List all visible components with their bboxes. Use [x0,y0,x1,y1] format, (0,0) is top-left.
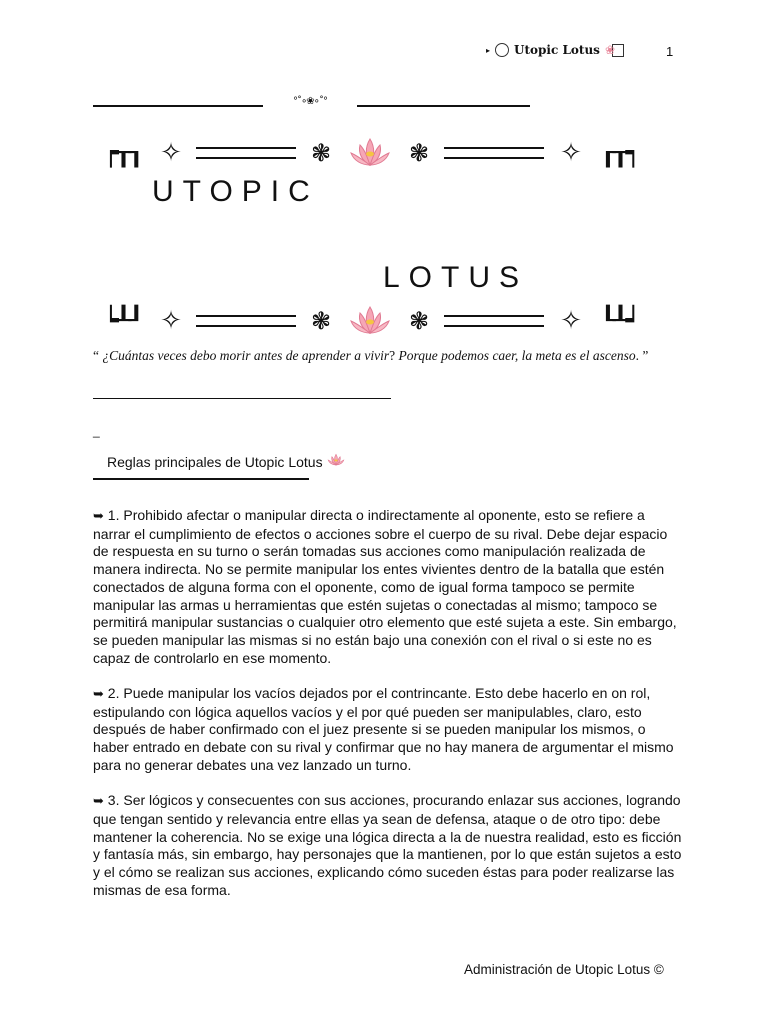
rules-list [93,507,683,917]
quote-question: Cuántas veces debo morir antes de aprender a vivir [109,348,390,363]
triangle-right-icon: ▸ [486,45,491,55]
rule-line-right [357,105,530,107]
rule-item [93,685,683,775]
header-brand: Utopic Lotus [514,43,600,57]
bracket-ornament-left: ┕┸┚ [103,306,141,336]
double-line [196,133,296,173]
title-utopic: UTOPIC [152,175,319,208]
bracket-ornament-right: ┖┸┙ [600,306,638,336]
flower-icon: ❃ [408,307,430,335]
rule-text: 2. Puede manipular los vacíos dejados por el contrincante. Esto debe hacerlo en on rol, estipulando con lógica aquellos vacíos y el por qué pueden ser manipulables, claro, esto después de haber confirmado con el juez presente si se pueden manipular los mismos, o haber entrado en debate con su rival y confirmar que no hay manera de argumentar el mismo para no generar debates una vez lanzado un turno. [93,685,674,773]
flower-icon: ❃ [310,139,332,167]
page-footer: Administración de Utopic Lotus © [464,962,664,977]
quote-close: . ” [635,348,649,363]
bracket-ornament-right: ┎┰┑ [600,138,638,168]
quote-divider [93,398,391,399]
star-icon: ✧ [160,138,182,168]
star-icon: ✧ [560,138,582,168]
quote-rest: Porque podemos caer, la meta es el ascenso [395,348,636,363]
quote-open: “ [93,348,103,363]
running-header [486,43,624,57]
arrow-icon: ➥ [93,687,104,703]
double-line [196,301,296,341]
star-icon: ✧ [560,306,582,336]
lotus-icon [348,301,392,341]
dash-mark: _ [93,424,100,438]
title-lotus: LOTUS [383,261,529,294]
rule-text: 1. Prohibido afectar o manipular directa o indirectamente al oponente, esto se refiere a narrar el cumplimiento de efectos o acciones sobre el cuerpo de su rival. Debe dejar espacio de respuesta en su turno o serán tomadas sus acciones como manipulación realizada de manera indirecta. No se permite manipular los entes vivientes dentro de la batalla que estén conectados de alguna forma con el oponente, como de igual forma tampoco se permite manipular las armas u herramientas que estén sujetas o conectadas al mismo; tampoco se permitirá manipular sustancias o cualquier otro elemento que esté sujeta a este. Sin embargo, se pueden manipular las mismas si no están bajo una conexión con el rival o si este no es capaz de controlarlo en ese momento. [93,507,677,666]
quote-question-close: ? [389,348,396,363]
section-heading [107,453,345,470]
lotus-icon [348,133,392,173]
quote-question-open: ¿ [102,348,110,363]
ornament-row-top [100,133,645,173]
lotus-icon [327,453,345,470]
epigraph-quote [93,347,653,365]
page-number: 1 [666,44,674,59]
arrow-icon: ➥ [93,794,104,810]
double-line [444,133,544,173]
section-title-text: Reglas principales de Utopic Lotus [107,453,323,470]
rule-text: 3. Ser lógicos y consecuentes con sus acciones, procurando enlazar sus acciones, logrando que tengan sentido y relevancia entre ellas ya sean de defensa, ataque o de otro tipo: debe mantener la coherencia. No se exige una lógica directa a la de nuestra realidad, esto es ficción y fantasía más, sin embargo, hay personajes que la mantienen, por lo que están sujetos a esto y el cómo se realizan sus acciones, explicando cómo suceden éstas para poder realizarse las mismas de esa forma. [93,792,682,898]
lotus-icon: ❀ [604,43,615,57]
section-underline [93,478,309,480]
rule-item [93,507,683,667]
star-icon: ✧ [160,306,182,336]
flower-icon: ❃ [310,307,332,335]
top-decorative-rule [93,96,530,110]
bracket-ornament-left: ┍┰┒ [103,138,141,168]
rule-ornament: °˚∘❀∘˚° [293,96,327,107]
arrow-icon: ➥ [93,509,104,524]
rule-line-left [93,105,263,107]
ornament-row-bottom [100,301,645,341]
double-line [444,301,544,341]
rule-item [93,792,683,899]
circle-icon [495,43,509,57]
flower-icon: ❃ [408,139,430,167]
